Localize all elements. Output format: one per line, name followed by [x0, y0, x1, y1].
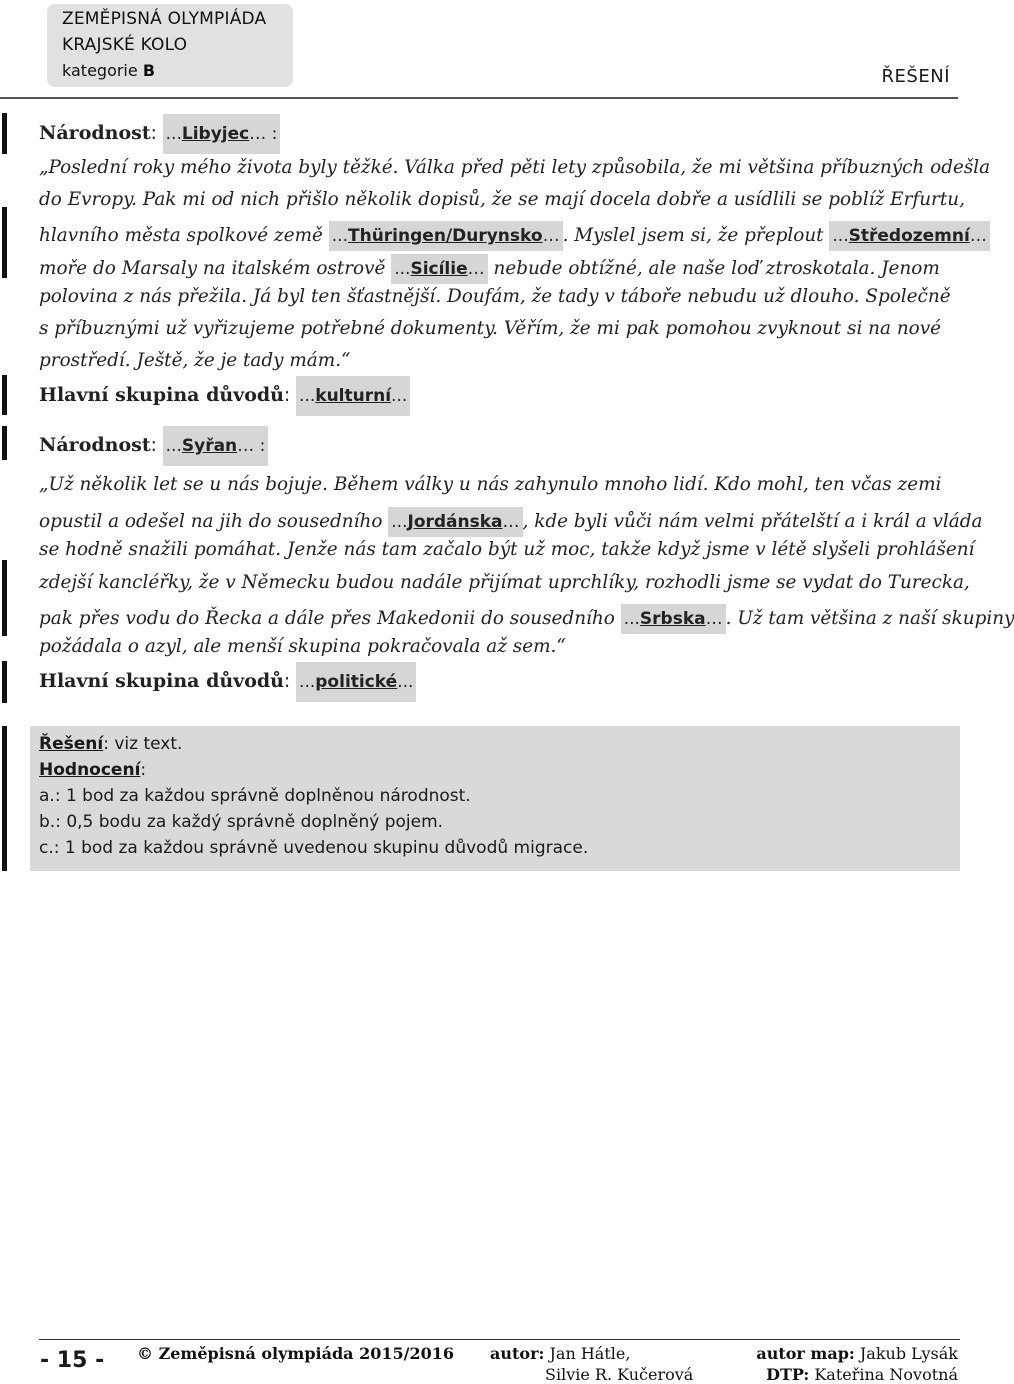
header-rule [0, 97, 958, 99]
nationality-answer: ...Syřan… : [163, 426, 269, 466]
margin-bar [2, 207, 7, 278]
nationality-row-1: Národnost: ...Libyjec… : [39, 114, 280, 154]
reason-label: Hlavní skupina důvodů [39, 670, 284, 692]
text-line: opustil a odešel na jih do sousedního ...Jordánska… , kde byli vůči nám velmi přátelští a i král a vláda [39, 507, 983, 537]
margin-bar [2, 375, 7, 415]
text-line: s příbuznými už vyřizujeme potřebné dokumenty. Věřím, že mi pak pomohou zvyknout si na nové [39, 318, 942, 339]
footer-rule [39, 1339, 960, 1340]
reason-label: Hlavní skupina důvodů [39, 384, 284, 406]
author-credit: autor: Jan Hátle, [490, 1344, 631, 1363]
margin-bar [2, 661, 7, 703]
nationality-label: Národnost [39, 434, 151, 456]
logo-category [62, 61, 155, 80]
text-line: „Už několik let se u nás bojuje. Během války u nás zahynulo mnoho lidí. Kdo mohl, ten včas zemi [39, 474, 942, 495]
category-prefix: kategorie [62, 61, 143, 80]
text-line: moře do Marsaly na italském ostrově ...Sicílie… nebude obtížné, ale naše loď ztroskotala. Jenom [39, 254, 940, 284]
dtp-credit: DTP: Kateřina Novotná [766, 1365, 958, 1384]
margin-bar [2, 113, 7, 154]
margin-bar [2, 726, 7, 871]
page-number: - 15 - [40, 1348, 105, 1373]
text-line: do Evropy. Pak mi od nich přišlo několik dopisů, že se mají docela dobře a usídlili se poblíž Erfurtu, [39, 189, 965, 210]
scoring-c: c.: 1 bod za každou správně uvedenou skupinu důvodů migrace. [39, 838, 589, 858]
logo-title: ZEMĚPISNÁ OLYMPIÁDA [62, 9, 267, 29]
text-line: prostředí. Ještě, že je tady mám.“ [39, 350, 351, 371]
text-line: pak přes vodu do Řecka a dále přes Makedonii do sousedního ...Srbska… . Už tam většina z naší skupiny [39, 604, 1014, 634]
scoring-a: a.: 1 bod za každou správně doplněnou národnost. [39, 786, 471, 806]
text-line: „Poslední roky mého života byly těžké. Válka před pěti lety způsobila, že mi většina příbuzných odešla [39, 157, 991, 178]
text-line: zdejší kancléřky, že v Německu budou nadále přijímat uprchlíky, rozhodli jsme se vydat do Turecka, [39, 572, 970, 593]
category-letter: B [142, 61, 156, 80]
reason-row-2: Hlavní skupina důvodů: ...politické... [39, 662, 416, 702]
solution-line: Řešení: viz text. [39, 734, 183, 754]
reason-answer: ...politické... [296, 662, 416, 702]
text-line: polovina z nás přežila. Já byl ten šťastnější. Doufám, že tady v táboře nebudu už dlouho. Společně [39, 286, 951, 307]
map-author-credit: autor map: Jakub Lysák [756, 1344, 958, 1363]
solution-box [30, 726, 960, 871]
reason-row-1: Hlavní skupina důvodů: ...kulturní... [39, 376, 410, 416]
term-answer: ...Jordánska… [388, 507, 522, 537]
logo-subtitle: KRAJSKÉ KOLO [62, 35, 188, 55]
section-label: ŘEŠENÍ [881, 66, 950, 87]
term-answer: ...Srbska… [621, 604, 726, 634]
text-line: hlavního města spolkové země ...Thüringen/Durynsko… . Myslel jsem si, že přeplout ...Středozemní… [39, 221, 990, 251]
scoring-b: b.: 0,5 bodu za každý správně doplněný pojem. [39, 812, 444, 832]
copyright: © Zeměpisná olympiáda 2015/2016 [137, 1344, 455, 1363]
author-credit-2: Silvie R. Kučerová [545, 1365, 694, 1384]
term-answer: ...Sicílie… [391, 254, 487, 284]
nationality-answer: ...Libyjec… : [163, 114, 281, 154]
nationality-row-2: Národnost: ...Syřan… : [39, 426, 268, 466]
term-answer: ...Středozemní… [829, 221, 989, 251]
text-line: se hodně snažili pomáhat. Jenže nás tam začalo být už moc, takže když jsme v létě slyšeli prohlášení [39, 539, 975, 560]
margin-bar [2, 426, 7, 460]
nationality-label: Národnost [39, 122, 151, 144]
reason-answer: ...kulturní... [296, 376, 410, 416]
margin-bar [2, 560, 7, 636]
term-answer: ...Thüringen/Durynsko… [329, 221, 563, 251]
text-line: požádala o azyl, ale menší skupina pokračovala až sem.“ [39, 636, 566, 657]
scoring-heading: Hodnocení: [39, 760, 147, 780]
